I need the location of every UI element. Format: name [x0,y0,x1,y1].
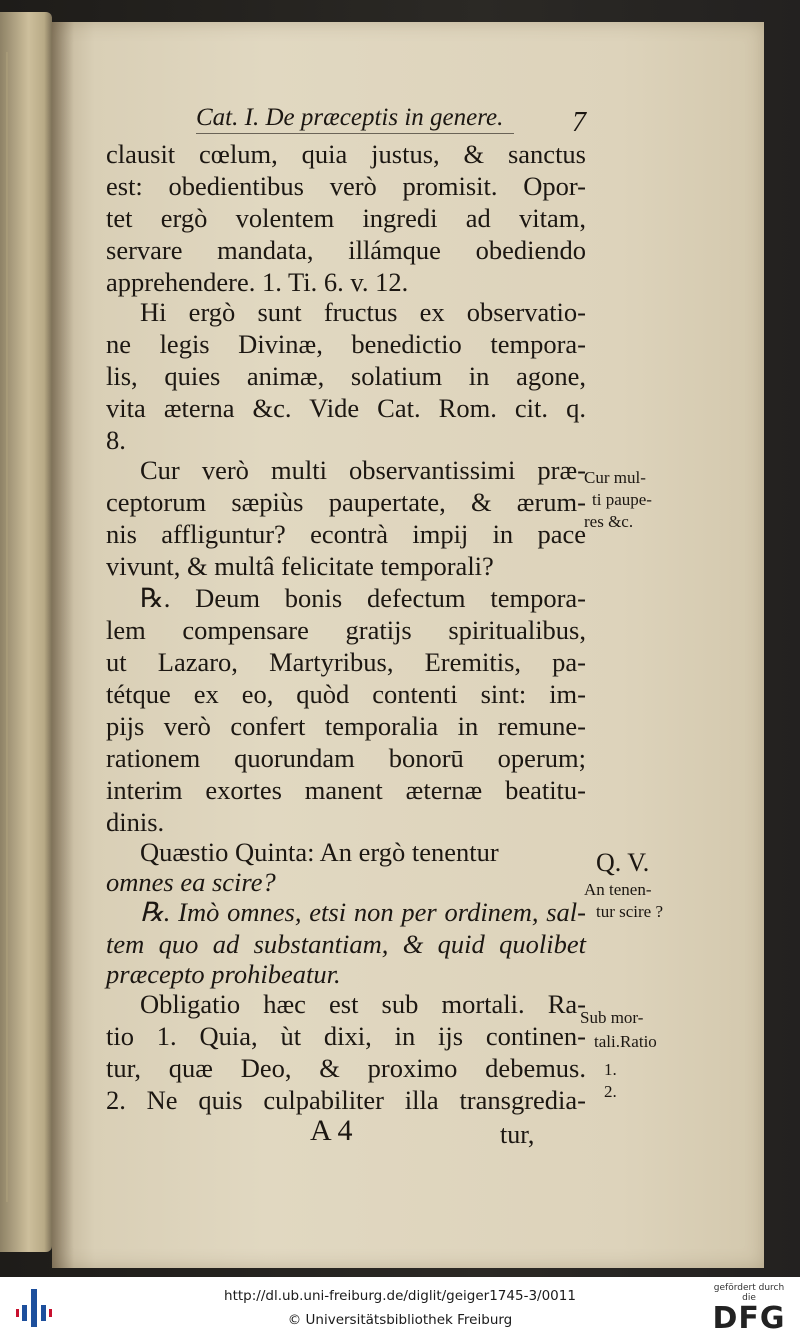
marginal-note: ti paupe- [592,490,652,509]
marginal-note: tur scire ? [596,902,664,921]
text-line: tem quo ad substantiam, & quid quolibet [106,929,586,959]
viewer-footer [0,1277,800,1336]
marginal-note: An tenen- [584,880,652,899]
marginal-note: tali.Ratio [594,1032,657,1051]
head-rule [196,133,514,134]
text-line: ceptorum sæpiùs paupertate, & ærum- [106,487,586,517]
text-line: omnes ea scire? [106,867,276,897]
text-line: apprehendere. 1. Ti. 6. v. 12. [106,267,409,297]
text-line: Obligatio hæc est sub mortali. Ra- [140,989,586,1019]
marginal-note: Cur mul- [584,468,646,487]
document-url[interactable]: http://dl.ub.uni-freiburg.de/diglit/geiger1745-3/0011 [224,1288,576,1304]
text-line: clausit cœlum, quia justus, & sanctus [106,139,586,169]
dfg-caption: gefördert durch die [713,1283,785,1303]
text-line: Quæstio Quinta: An ergò tenentur [140,837,499,867]
text-line: pijs verò confert temporalia in remune- [106,711,586,741]
dfg-mark: DFG [712,1301,786,1336]
text-line: ne legis Divinæ, benedictio tempora- [106,329,586,359]
text-line: Cur verò multi observantissimi præ- [140,455,586,485]
marginal-note: 1. [604,1060,617,1079]
text-line: interim exortes manent æternæ beatitu- [106,775,586,805]
text-line: 8. [106,425,126,455]
text-line: tur, quæ Deo, & proximo debemus. [106,1053,586,1083]
text-line: præcepto prohibeatur. [106,959,341,989]
text-line: vivunt, & multâ felicitate temporali? [106,551,494,581]
text-line: lem compensare gratijs spiritualibus, [106,615,586,645]
text-line: rationem quorundam bonorū operum; [106,743,586,773]
left-page-edge [0,12,52,1252]
text-line: tet ergò volentem ingredi ad vitam, [106,203,586,233]
text-line: est: obedientibus verò promisit. Opor- [106,171,586,201]
text-line: ℞. Deum bonis defectum tempora- [140,583,586,613]
marginal-note: Sub mor- [580,1008,644,1027]
page-number: 7 [572,107,586,138]
marginal-note: res &c. [584,512,634,531]
signature-mark: A 4 [310,1114,353,1147]
catchword: tur, [500,1120,535,1149]
text-line: Hi ergò sunt fructus ex observatio- [140,297,586,327]
text-line: lis, quies animæ, solatium in agone, [106,361,586,391]
text-line: ut Lazaro, Martyribus, Eremitis, pa- [106,647,586,677]
page-gutter-shadow [52,22,74,1268]
copyright-notice: © Universitätsbibliothek Freiburg [287,1312,513,1328]
text-line: servare mandata, illámque obediendo [106,235,586,265]
text-line: nis affliguntur? econtrà impij in pace [106,519,586,549]
text-line: ℞. Imò omnes, etsi non per ordinem, sal- [140,897,586,927]
marginal-heading: Q. V. [596,848,650,877]
marginal-note: 2. [604,1082,617,1101]
text-line: tio 1. Quia, ùt dixi, in ijs continen- [106,1021,586,1051]
dfg-logo [706,1283,792,1336]
text-line: tétque ex eo, quòd contenti sint: im- [106,679,586,709]
running-head: Cat. I. De præceptis in genere. [196,104,504,131]
text-line: dinis. [106,807,165,837]
text-line: 2. Ne quis culpabiliter illa transgredia- [106,1085,586,1115]
text-line: vita æterna &c. Vide Cat. Rom. cit. q. [106,393,586,423]
